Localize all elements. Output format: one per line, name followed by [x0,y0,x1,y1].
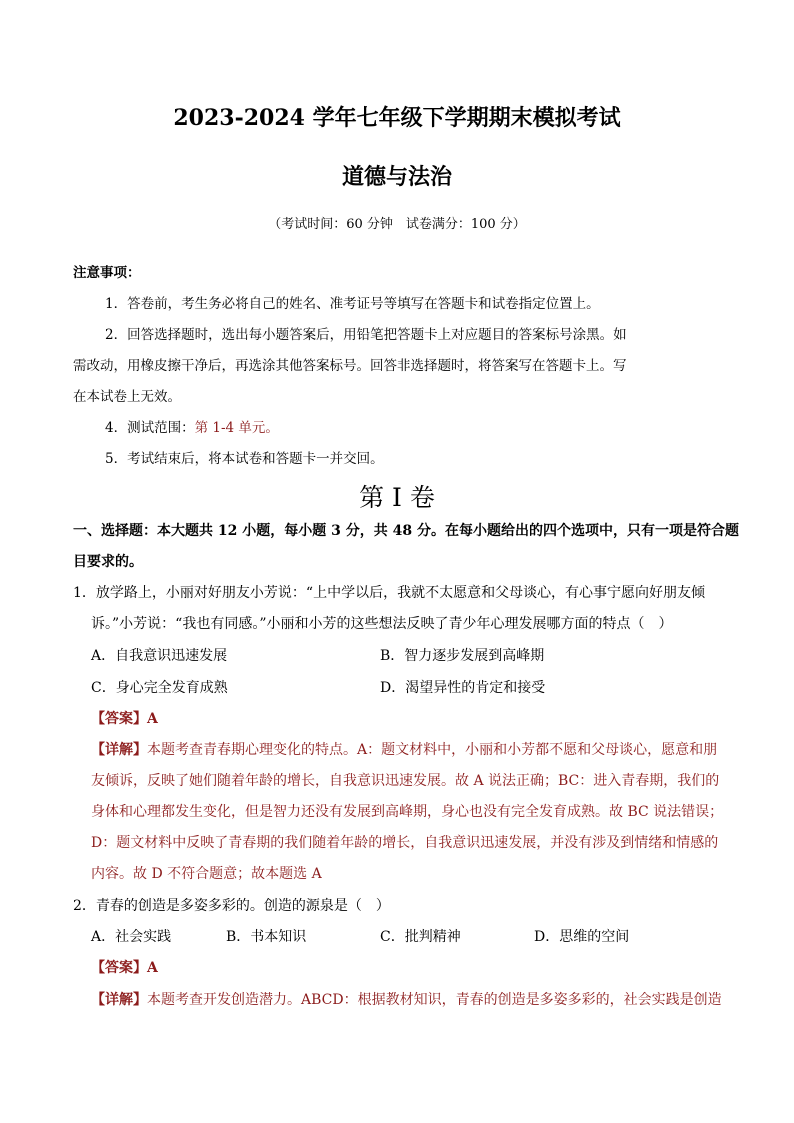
section-title: 第 I 卷 [359,483,435,512]
q1-detail-text: 本题考查青春期心理变化的特点。A：题文材料中，小丽和小芳都不愿和父母谈心，愿意和朋 [147,742,718,758]
notice-item-2-line-1: 2．回答选择题时，选出每小题答案后，用铅笔把答题卡上对应题目的答案标号涂黑。如 [105,327,627,343]
q2-detail-tag: 【详解】 [91,992,147,1008]
q1-stem-line-2: 诉。”小芳说：“我也有同感。”小丽和小芳的这些想法反映了青少年心理发展哪方面的特点（ ） [91,616,673,632]
notice-item-2-line-2: 需改动，用橡皮擦干净后，再选涂其他答案标号。回答非选择题时，将答案写在答题卡上。写 [73,358,627,374]
test-range: 第 1-4 单元。 [194,420,279,436]
notice-item-2-line-3: 在本试卷上无效。 [73,389,181,405]
q2-option-b: B．书本知识 [226,929,307,945]
q1-detail-line-3: 身体和心理都发生变化，但是智力还没有发展到高峰期，身心也没有完全发育成熟。故 BC 说法错误； [91,804,724,820]
q1-detail-line-2: 友倾诉，反映了她们随着年龄的增长，自我意识迅速发展。故 A 说法正确；BC：进入青春期，我们的 [91,773,720,789]
notice-item-4-prefix: 4．测试范围： [105,420,195,436]
q1-stem-line-1: 1．放学路上，小丽对好朋友小芳说：“上中学以后，我就不太愿意和父母谈心，有心事宁愿向好朋友倾 [73,585,706,601]
q1-detail-line-5: 内容。故 D 不符合题意；故本题选 A [91,866,322,882]
part1-instruction-line-2: 目要求的。 [73,554,143,570]
q1-option-b: B．智力逐步发展到高峰期 [380,648,545,664]
notice-heading: 注意事项： [73,265,141,281]
notice-item-4 [105,416,279,436]
q2-option-c: C．批判精神 [380,929,461,945]
q1-option-c: C．身心完全发育成熟 [91,680,228,696]
q1-detail-tag: 【详解】 [91,742,147,758]
notice-item-5: 5．考试结束后，将本试卷和答题卡一并交回。 [105,451,384,467]
exam-title: 2023-2024 学年七年级下学期期末模拟考试 [173,105,621,131]
q2-detail-line-1 [91,989,722,1009]
q2-stem: 2．青春的创造是多姿多彩的。创造的源泉是（ ） [73,898,390,914]
q1-answer: 【答案】A [91,711,158,727]
q1-option-d: D．渴望异性的肯定和接受 [380,680,546,696]
q1-option-a: A．自我意识迅速发展 [91,648,228,664]
part1-instruction-line-1: 一、选择题：本大题共 12 小题，每小题 3 分，共 48 分。在每小题给出的四个选项中，只有一项是符合题 [73,523,739,539]
exam-meta: （考试时间：60 分钟 试卷满分：100 分） [268,217,526,232]
q2-option-a: A．社会实践 [91,929,172,945]
q1-detail-line-4: D：题文材料中反映了青春期的我们随着年龄的增长，自我意识迅速发展，并没有涉及到情绪和情感的 [91,835,719,851]
q2-option-d: D．思维的空间 [534,929,630,945]
q2-answer: 【答案】A [91,960,158,976]
q1-detail-line-1 [91,739,717,759]
q2-detail-text: 本题考查开发创造潜力。ABCD：根据教材知识，青春的创造是多姿多彩的，社会实践是创造 [147,992,722,1008]
exam-subject: 道德与法治 [341,164,452,190]
notice-item-1: 1．答卷前，考生务必将自己的姓名、准考证号等填写在答题卡和试卷指定位置上。 [105,296,600,312]
